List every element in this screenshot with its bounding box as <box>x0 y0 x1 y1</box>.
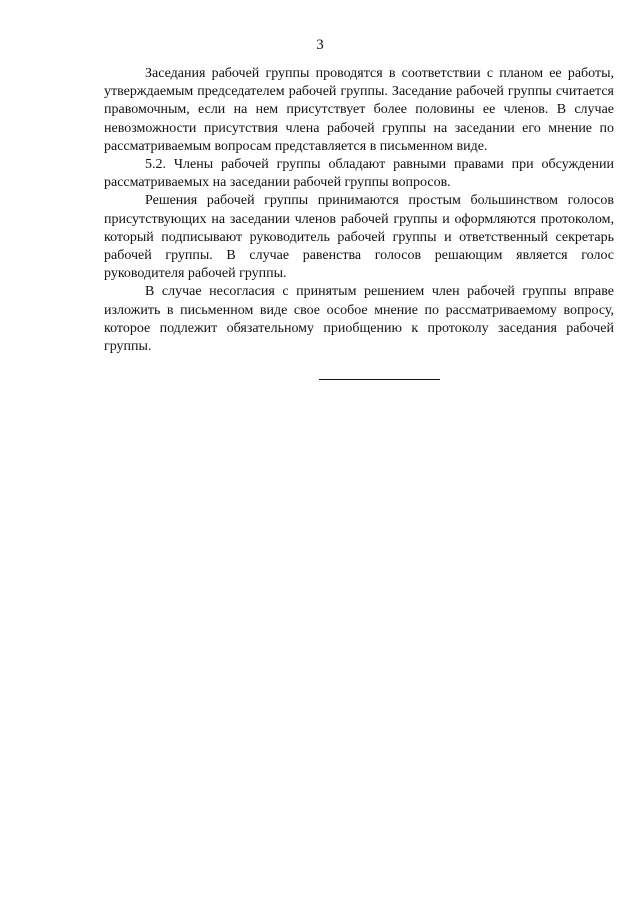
paragraph-dissenting-opinion: В случае несогласия с принятым решением член рабочей группы вправе изложить в письменном виде свое особое мнение по рассматриваемому вопросу, которое подлежит обязательному приобщению к протоколу заседания рабочей группы. <box>104 284 614 355</box>
paragraph-meetings: Заседания рабочей группы проводятся в соответствии с планом ее работы, утверждаемым председателем рабочей группы. Заседание рабочей группы считается правомочным, если на нем присутствует более половины ее членов. В случае невозможности присутствия члена рабочей группы на заседании его мнение по рассматриваемым вопросам представляется в письменном виде. <box>104 66 614 154</box>
paragraph-decisions: Решения рабочей группы принимаются простым большинством голосов присутствующих на заседании членов рабочей группы и оформляются протоколом, который подписывают руководитель рабочей группы и ответственный секретарь рабочей группы. В случае равенства голосов решающим является голос руководителя рабочей группы. <box>104 193 614 282</box>
document-body <box>104 65 614 356</box>
paragraph-5-2-equal-rights: 5.2. Члены рабочей группы обладают равными правами при обсуждении рассматриваемых на заседании рабочей группы вопросов. <box>104 157 614 191</box>
page-number: 3 <box>316 37 324 53</box>
end-separator-line <box>319 379 440 380</box>
